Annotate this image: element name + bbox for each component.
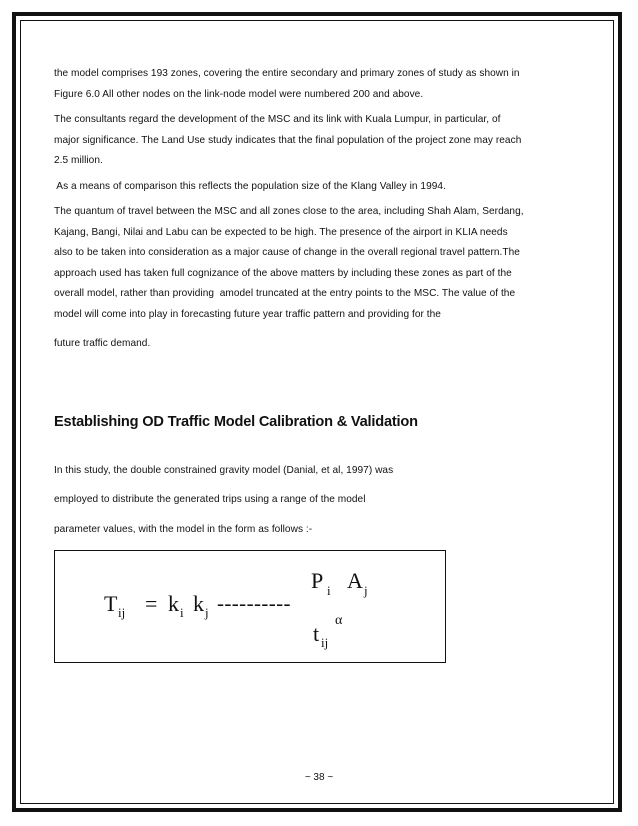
paragraph-line: major significance. The Land Use study indicates that the final population of the project zone may reach: [54, 134, 522, 146]
paragraph-line: Kajang, Bangi, Nilai and Labu can be expected to be high. The presence of the airport in KLIA needs: [54, 226, 508, 238]
page-number: ~ 38 ~: [304, 772, 334, 783]
paragraph-line: the model comprises 193 zones, covering the entire secondary and primary zones of study as shown in: [54, 68, 520, 79]
paragraph-line: future traffic demand.: [54, 338, 151, 349]
paragraph-line: approach used has taken full cognizance of the above matters by including these zones as part of the: [54, 267, 512, 279]
formula-A: A: [347, 568, 363, 593]
paragraph-line: As a means of comparison this reflects the population size of the Klang Valley in 1994.: [54, 180, 446, 192]
formula-ki: k: [168, 591, 179, 616]
section-heading: Establishing OD Traffic Model Calibration & Validation: [54, 413, 418, 430]
paragraph-line: model will come into play in forecasting future year traffic pattern and providing for the: [54, 308, 441, 320]
formula-A-subscript: j: [364, 583, 368, 598]
formula-kj: k: [193, 591, 204, 616]
formula-T-subscript: ij: [118, 605, 126, 620]
paragraph-line: overall model, rather than providing amodel truncated at the entry points to the MSC. The value of the: [54, 288, 516, 299]
formula-alpha-superscript: α: [335, 613, 343, 628]
formula-t: t: [313, 621, 320, 646]
paragraph-line: The quantum of travel between the MSC and all zones close to the area, including Shah Alam, Serdang,: [54, 206, 524, 217]
paragraph-line: 2.5 million.: [54, 155, 103, 166]
paragraph-line: The consultants regard the development of the MSC and its link with Kuala Lumpur, in particular, of: [54, 114, 501, 125]
formula-P-subscript: i: [327, 583, 331, 598]
formula-fraction-bar: ----------: [217, 591, 291, 615]
paragraph-line: Figure 6.0 All other nodes on the link-node model were numbered 200 and above.: [54, 88, 424, 100]
paragraph-line: parameter values, with the model in the form as follows :-: [54, 523, 313, 535]
formula-equals: =: [145, 591, 158, 616]
formula-t-subscript: ij: [321, 635, 329, 650]
body-text: [54, 64, 589, 540]
paragraph-line: employed to distribute the generated trips using a range of the model: [54, 494, 366, 505]
formula-kj-subscript: j: [205, 605, 209, 620]
formula-ki-subscript: i: [180, 605, 184, 620]
formula-P: P: [311, 568, 324, 593]
formula-box: [54, 550, 446, 663]
paragraph-line: In this study, the double constrained gravity model (Danial, et al, 1997) was: [54, 464, 394, 476]
formula-T: T: [104, 591, 118, 616]
paragraph-line: also to be taken into consideration as a major cause of change in the overall regional travel pattern.The: [54, 247, 520, 258]
